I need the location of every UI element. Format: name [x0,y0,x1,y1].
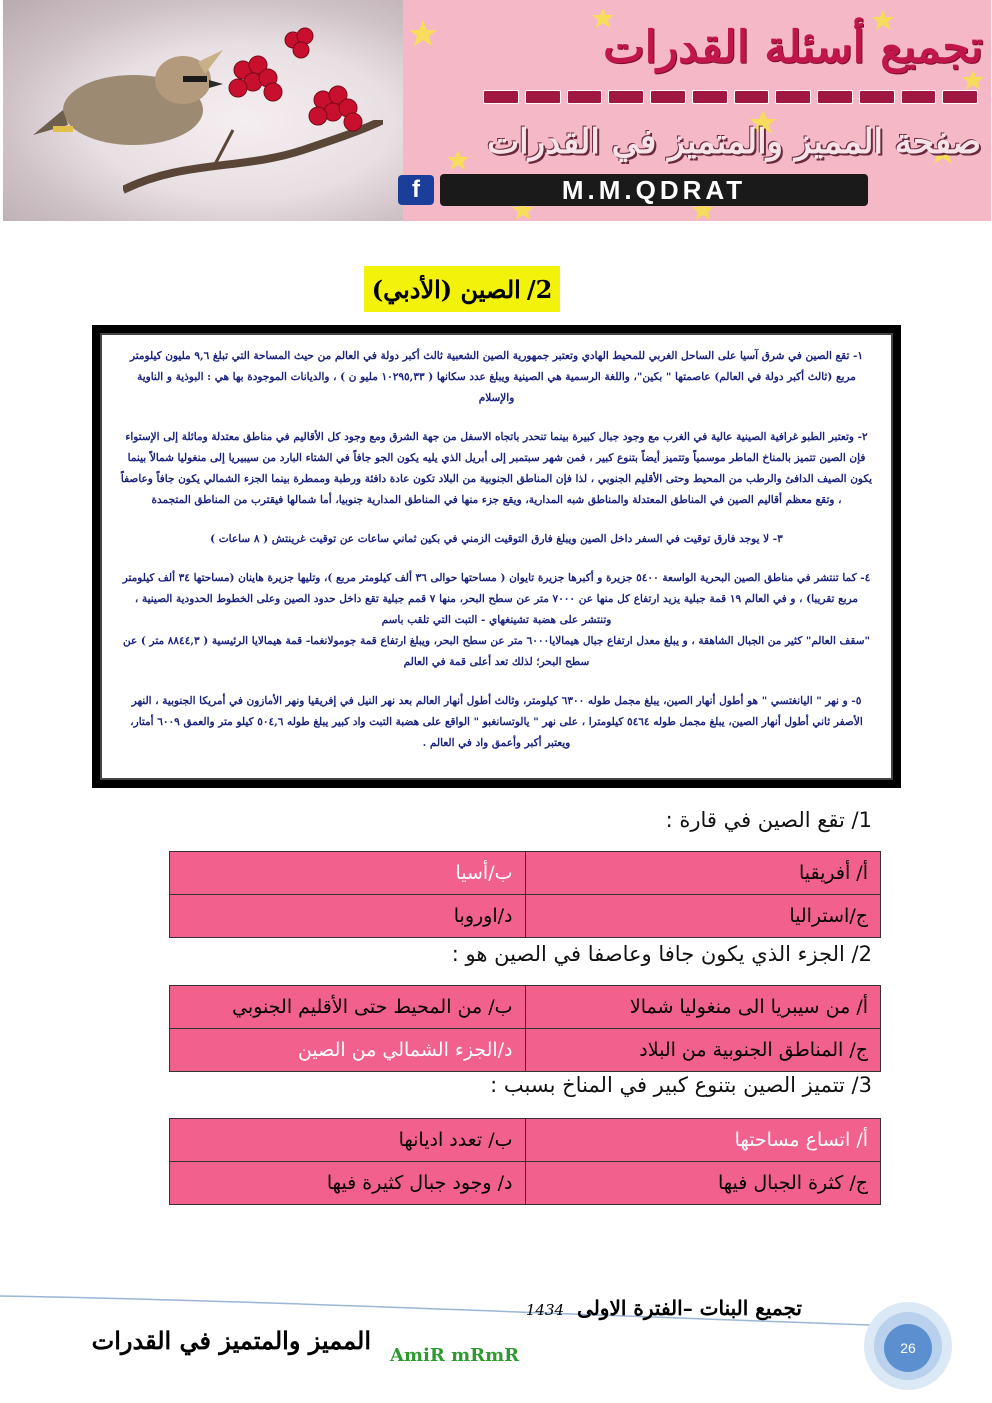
passage-paragraph-1: ١- تقع الصين في شرق آسيا على الساحل الغربي للمحيط الهادي وتعتبر جمهورية الصين الشعبية ثالث أكبر دولة في العالم من حيث المساحة التي تبلغ ٩,٦ مليون كيلومتر مربع (ثالث أكبر دولة في العالم) عاصمتها " بكين"، واللغة الرسمية هي الصينية ويبلغ عدد سكانها ( ١٠٢٩٥,٣٣ مليو ن ) ، والديانات الموجودة بها هي : البوذية و الناوية والإسلام [129,350,864,404]
reading-passage-frame [92,325,901,788]
passage-paragraph-5: ٥- و نهر " اليانغتسي " هو أطول أنهار الصين، يبلغ مجمل طوله ٦٣٠٠ كيلومتر، وثالث أطول أنهار العالم بعد نهر النيل في إفريقيا ونهر الأمازون في أمريكا الجنوبية ، النهر الأصفر ثاني أطول أنهار الصين، يبلغ مجمل طوله ٥٤٦٤ كيلومترا ، على نهر " يالوتسانغبو " الواقع على هضبة التبت واد كبير يبلغ طوله ٥٠٤,٦ كيلو متر والعمق ٦٠٠٩ أمتار، ويعتبر أكبر وأعمق واد في العالم . [130,695,863,749]
q1-option-d[interactable]: د/اوروبا [170,895,526,938]
footer-brand: المميز والمتميز في القدرات [91,1326,371,1355]
q1-option-c[interactable]: ج/استراليا [525,895,881,938]
q2-option-a[interactable]: أ/ من سيبريا الى منغوليا شمالا [525,986,881,1029]
section-title-text: الصين (الأدبي) [371,274,521,304]
passage-paragraph-3: ٣- لا يوجد فارق توقيت في السفر داخل الصين ويبلغ فارق التوقيت الزمني في بكين ثماني ساعات عن توقيت غرينتش ( ٨ ساعات ) [210,533,783,545]
facebook-icon: f [398,175,434,205]
q1-option-a[interactable]: أ/ أفريقيا [525,852,881,895]
banner-code-strip [483,90,978,104]
bird-photo [3,0,403,221]
header-banner [3,0,991,221]
reading-passage [102,335,891,778]
q3-option-c[interactable]: ج/ كثرة الجبال فيها [525,1162,881,1205]
q2-option-d[interactable]: د/الجزء الشمالي من الصين [170,1029,526,1072]
section-number: 2/ [526,274,553,304]
question-3: 3/ تتميز الصين بتنوع كبير في المناخ بسبب : [490,1073,872,1097]
footer-collection-text [462,1296,802,1320]
footer-signature: AmiR mRmR [390,1345,520,1366]
q2-option-c[interactable]: ج/ المناطق الجنوبية من البلاد [525,1029,881,1072]
facebook-handle [398,172,868,208]
section-title [364,266,560,312]
passage-paragraph-4: ٤- كما تنتشر في مناطق الصين البحرية الواسعة ٥٤٠٠ جزيرة و أكبرها جزيرة تايوان ( مساحتها حوالى ٣٦ ألف كيلومتر مربع )، وتليها جزيرة هاينان (مساحتها ٣٤ ألف كيلومتر مربع تقريبا) ، و في العالم ١٩ قمة جبلية يزيد ارتفاع كل منها عن ٧٠٠٠ متر عن سطح البحر، منها ٧ قمم جبلية تقع داخل حدود الصين وعلى الخطوط الحدودية الصينية ، وتنتشر على هضبة تشينغهاي - التبت التي تلقب باسم [122,572,871,626]
q2-option-b[interactable]: ب/ من المحيط حتى الأقليم الجنوبي [170,986,526,1029]
question-3-options [169,1118,881,1205]
banner-subtitle: صفحة المميز والمتميز في القدرات [487,122,981,162]
red-berries-illustration [183,10,383,170]
passage-paragraph-2: ٢- وتعتبر الطبو غرافية الصينية عالية في الغرب مع وجود جبال كبيرة بينما تنحدر باتجاه الاسفل من جهة الشرق ومع وجود كل الأقاليم في مناطق معتدلة ومائلة إلى الإستواء فإن الصين تتميز بالمناخ الماطر موسمياً وتتميز أيضاً بتنوع كبير ، فمن شهر سبتمبر إلى أبريل الذي يليه يكون الجو جافاً في الشتاء البارد من سيبيريا إلى منغوليا شمالاً بينما يكون الصيف الدافئ والرطب من المحيط وحتى الأقليم الجنوبي ، لذا فإن المناطق الجنوبية من البلاد تكون عادة دافئة ورطبة وممطرة بينما الجزء الشمالي يكون جافاً وعاصفاً ، وتقع معظم أقاليم الصين في المناطق المعتدلة والمناطق شبه المدارية، ويقع جزء منها في المناطق المدارية جنوبيا، أما شمالها فيقترب من المناطق المتجمدة [120,431,873,506]
passage-paragraph-4-continued: "سقف العالم" كثير من الجبال الشاهقة ، و يبلغ معدل ارتفاع جبال هيمالايا٦٠٠٠ متر عن سطح البحر، ويبلغ ارتفاع قمة جومولانغما- قمة هيمالايا الرئيسية ( ٨٨٤٤,٣ متر ) عن سطح البحر؛ لذلك تعد أعلى قمة في العالم [123,635,870,668]
footer-collection: تجميع البنات –الفترة الاولى [577,1296,802,1320]
page-number: 26 [900,1340,916,1356]
banner-title: تجميع أسئلة القدرات [603,22,983,73]
question-1: 1/ تقع الصين في قارة : [665,808,872,832]
q3-option-a[interactable]: أ/ اتساع مساحتها [525,1119,881,1162]
question-1-options [169,851,881,938]
question-2: 2/ الجزء الذي يكون جافا وعاصفا في الصين هو : [451,942,872,966]
question-2-options [169,985,881,1072]
handle-text: M.M.QDRAT [440,174,868,206]
q3-option-d[interactable]: د/ وجود جبال كثيرة فيها [170,1162,526,1205]
q3-option-b[interactable]: ب/ تعدد اديانها [170,1119,526,1162]
q1-option-b[interactable]: ب/أسيا [170,852,526,895]
footer-year: 1434 [525,1301,565,1319]
